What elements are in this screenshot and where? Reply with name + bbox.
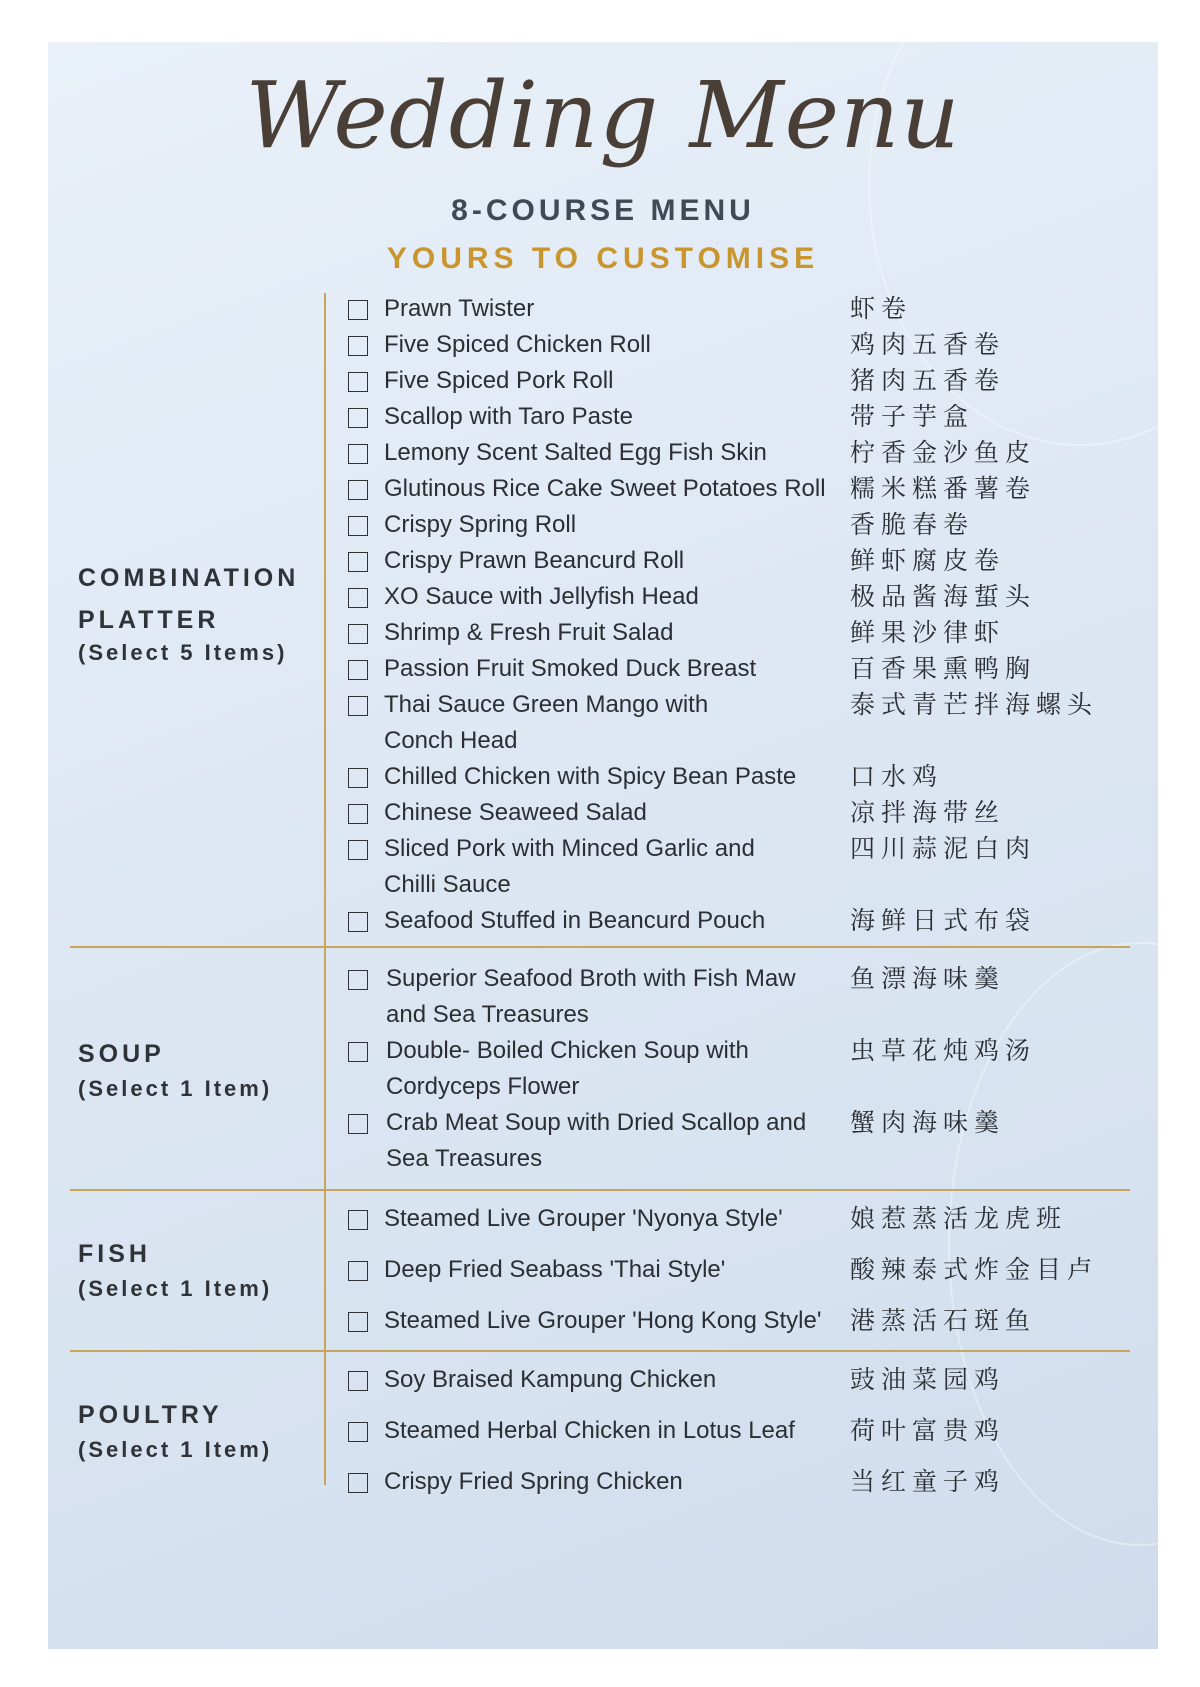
item-name-chinese: 当红童子鸡 [850,1467,1006,1496]
item-name-chinese: 带子芋盒 [850,402,975,431]
item-checkbox[interactable] [348,804,368,824]
item-name: Double- Boiled Chicken Soup with [386,1037,749,1064]
item-name: Passion Fruit Smoked Duck Breast [384,655,757,682]
item-checkbox[interactable] [348,1371,368,1391]
section-divider [70,1350,1130,1352]
item-name: XO Sauce with Jellyfish Head [384,583,699,610]
item-checkbox[interactable] [348,660,368,680]
item-name-chinese: 娘惹蒸活龙虎班 [850,1204,1068,1233]
item-name: Steamed Live Grouper 'Hong Kong Style' [384,1307,822,1334]
item-name: Deep Fried Seabass 'Thai Style' [384,1256,726,1283]
item-checkbox[interactable] [348,1261,368,1281]
item-checkbox[interactable] [348,840,368,860]
item-name-chinese: 荷叶富贵鸡 [850,1416,1006,1445]
item-name: Chinese Seaweed Salad [384,799,647,826]
item-name: Steamed Live Grouper 'Nyonya Style' [384,1205,783,1232]
menu-card [48,42,1158,1649]
item-name: Crispy Prawn Beancurd Roll [384,547,685,574]
item-checkbox[interactable] [348,696,368,716]
item-name-chinese: 泰式青芒拌海螺头 [850,690,1099,719]
section-title-combination: COMBINATION [78,564,300,592]
item-name: Five Spiced Pork Roll [384,367,614,394]
item-name-chinese: 极品酱海蜇头 [850,582,1037,611]
item-name-chinese: 柠香金沙鱼皮 [850,438,1037,467]
item-name: Crispy Spring Roll [384,511,577,538]
section-divider [70,946,1130,948]
item-name-chinese: 四川蒜泥白肉 [850,834,1037,863]
menu-title: Wedding Menu [245,62,961,169]
item-checkbox[interactable] [348,1042,368,1062]
item-name: Prawn Twister [384,295,535,322]
item-name-chinese: 蟹肉海味羹 [850,1108,1006,1137]
item-name: Chilled Chicken with Spicy Bean Paste [384,763,797,790]
item-name-chinese: 鸡肉五香卷 [850,330,1006,359]
section-title-poultry: POULTRY [78,1401,223,1429]
item-checkbox[interactable] [348,552,368,572]
item-name-chinese: 虾卷 [850,294,913,323]
item-name-chinese: 鲜虾腐皮卷 [850,546,1006,575]
item-checkbox[interactable] [348,408,368,428]
column-divider [324,293,326,1485]
item-name-continued: and Sea Treasures [386,1001,589,1028]
item-name-chinese: 口水鸡 [850,762,944,791]
section-title-fish: FISH [78,1240,151,1268]
item-name: Superior Seafood Broth with Fish Maw [386,965,796,992]
item-checkbox[interactable] [348,372,368,392]
item-name-chinese: 百香果熏鸭胸 [850,654,1037,683]
item-checkbox[interactable] [348,480,368,500]
item-name-chinese: 豉油菜园鸡 [850,1365,1006,1394]
item-checkbox[interactable] [348,1473,368,1493]
item-name: Glutinous Rice Cake Sweet Potatoes Roll [384,475,826,502]
item-checkbox[interactable] [348,1312,368,1332]
section-select-note: (Select 5 Items) [78,640,288,665]
item-name-continued: Sea Treasures [386,1145,543,1172]
section-select-note: (Select 1 Item) [78,1076,273,1101]
item-checkbox[interactable] [348,588,368,608]
item-name: Soy Braised Kampung Chicken [384,1366,717,1393]
item-name-chinese: 鱼漂海味羹 [850,964,1006,993]
item-checkbox[interactable] [348,970,368,990]
section-title-soup: SOUP [78,1040,165,1068]
item-name-chinese: 凉拌海带丝 [850,798,1006,827]
item-name: Lemony Scent Salted Egg Fish Skin [384,439,767,466]
item-name-chinese: 猪肉五香卷 [850,366,1006,395]
item-name-continued: Chilli Sauce [384,871,511,898]
item-checkbox[interactable] [348,1210,368,1230]
item-checkbox[interactable] [348,1114,368,1134]
item-name-chinese: 糯米糕番薯卷 [850,474,1037,503]
section-select-note: (Select 1 Item) [78,1276,273,1301]
item-checkbox[interactable] [348,516,368,536]
item-name: Scallop with Taro Paste [384,403,634,430]
item-name-continued: Conch Head [384,727,518,754]
item-name-continued: Cordyceps Flower [386,1073,580,1100]
section-divider [70,1189,1130,1191]
item-checkbox[interactable] [348,1422,368,1442]
item-name-chinese: 海鲜日式布袋 [850,906,1037,935]
item-name: Steamed Herbal Chicken in Lotus Leaf [384,1417,795,1444]
item-name-chinese: 鲜果沙律虾 [850,618,1006,647]
item-name: Crab Meat Soup with Dried Scallop and [386,1109,807,1136]
item-name: Shrimp & Fresh Fruit Salad [384,619,674,646]
item-name: Sliced Pork with Minced Garlic and [384,835,755,862]
item-name: Five Spiced Chicken Roll [384,331,651,358]
item-name: Seafood Stuffed in Beancurd Pouch [384,907,766,934]
item-name-chinese: 香脆春卷 [850,510,975,539]
section-select-note: (Select 1 Item) [78,1437,273,1462]
item-checkbox[interactable] [348,624,368,644]
item-checkbox[interactable] [348,336,368,356]
item-name-chinese: 酸辣泰式炸金目卢 [850,1255,1099,1284]
item-checkbox[interactable] [348,912,368,932]
item-name: Thai Sauce Green Mango with [384,691,709,718]
customise-tagline: YOURS TO CUSTOMISE [386,242,820,275]
item-checkbox[interactable] [348,768,368,788]
course-count-heading: 8-COURSE MENU [451,194,755,227]
item-name-chinese: 港蒸活石斑鱼 [850,1306,1037,1335]
item-checkbox[interactable] [348,300,368,320]
section-title-platter: PLATTER [78,606,220,634]
item-name-chinese: 虫草花炖鸡汤 [850,1036,1037,1065]
item-checkbox[interactable] [348,444,368,464]
item-name: Crispy Fried Spring Chicken [384,1468,683,1495]
